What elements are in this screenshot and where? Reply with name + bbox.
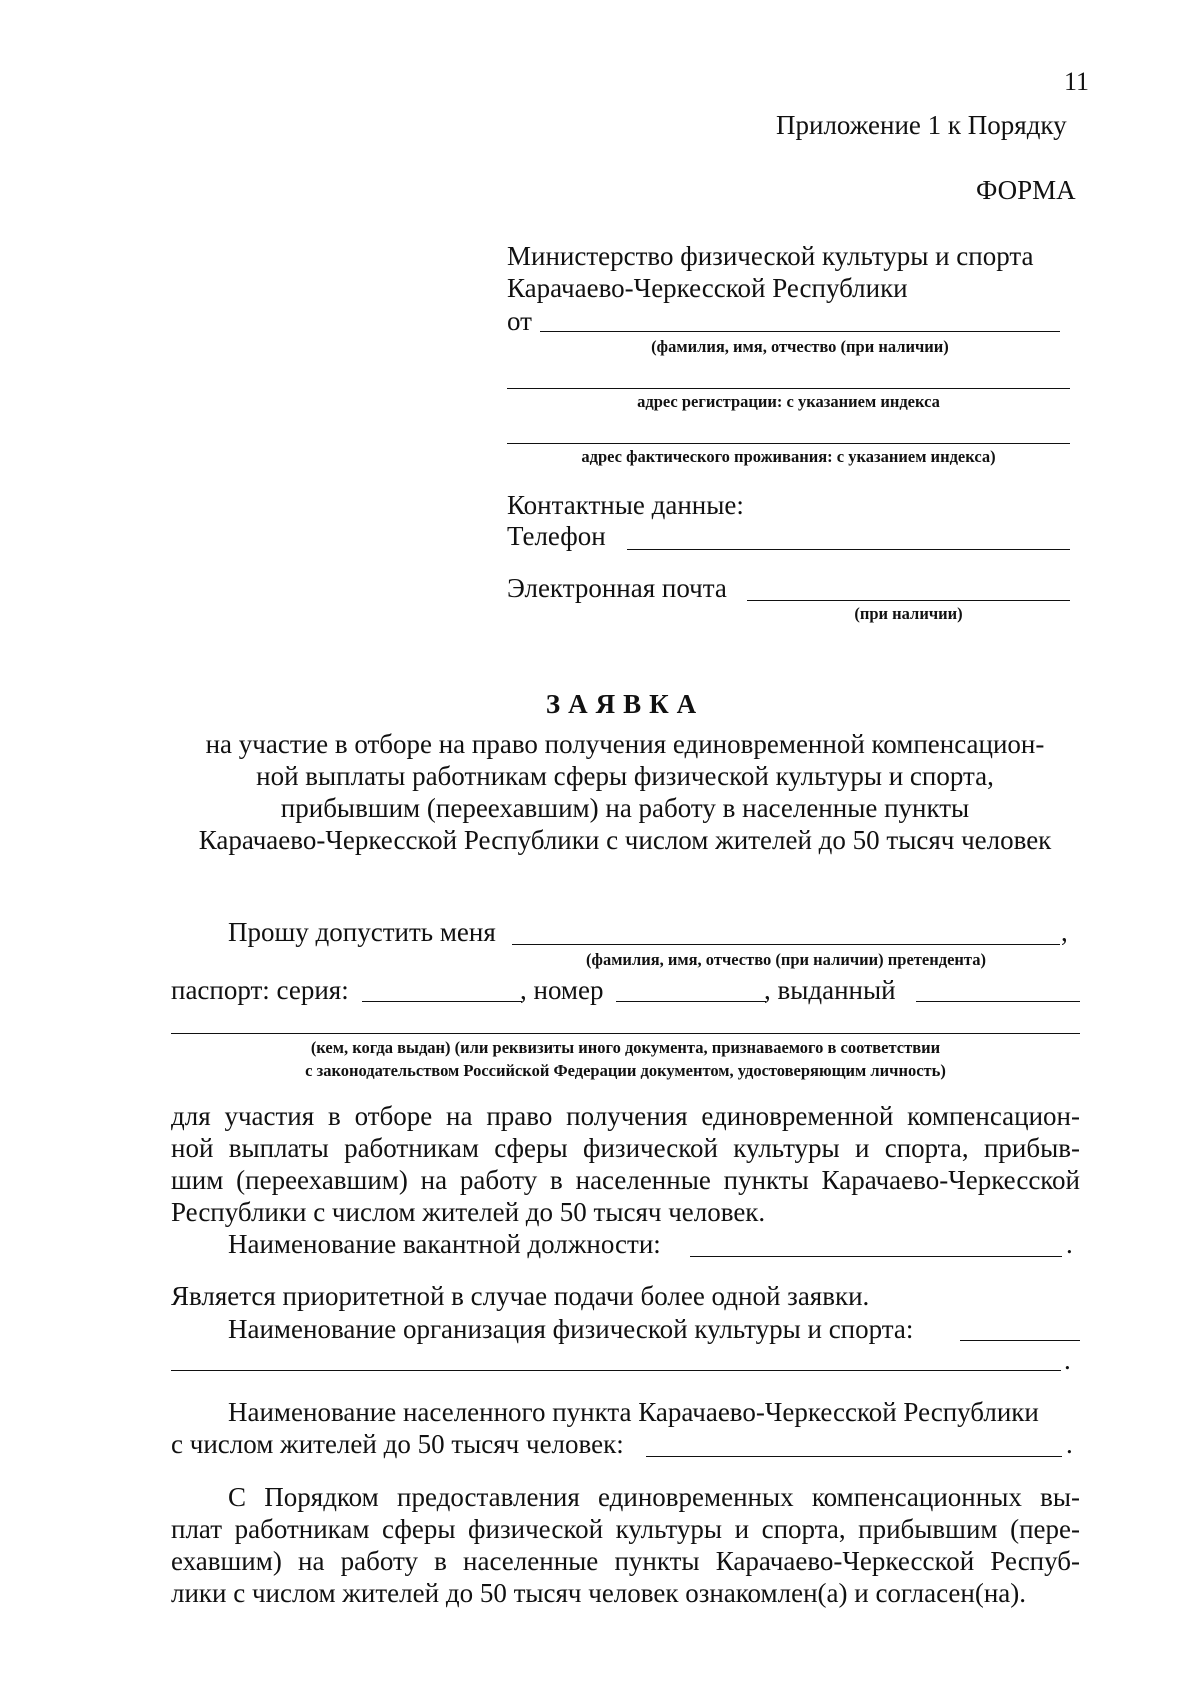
reg-address-caption: адрес регистрации: с указанием индекса: [637, 392, 940, 411]
settlement-line-2: с числом жителей до 50 тысяч человек:: [171, 1429, 624, 1459]
from-fio-field[interactable]: [540, 331, 1060, 332]
from-label: от: [507, 306, 532, 336]
fact-address-field[interactable]: [507, 443, 1070, 444]
phone-label: Телефон: [507, 521, 606, 551]
purpose-line-3: шим (переехавшим) на работу в населенные пункты Карачаево-Черкесской: [171, 1165, 1080, 1195]
organization-period: .: [1064, 1345, 1071, 1375]
reg-address-field[interactable]: [507, 388, 1070, 389]
passport-issued-label: , выданный: [764, 975, 896, 1005]
purpose-line-1: для участия в отборе на право получения единовременной компенсацион-: [171, 1101, 1080, 1131]
fio-caption: (фамилия, имя, отчество (при наличии): [651, 337, 949, 356]
consent-line-2: плат работникам сферы физической культуры и спорта, прибывшим (пере-: [171, 1514, 1080, 1544]
applicant-caption: (фамилия, имя, отчество (при наличии) претендента): [586, 950, 986, 969]
organization-field-2[interactable]: [171, 1370, 1061, 1371]
issued-caption-line-1: (кем, когда выдан) (или реквизиты иного документа, признаваемого в соответствии: [310, 1038, 941, 1057]
passport-series-field[interactable]: [362, 1001, 522, 1002]
consent-line-4: лики с числом жителей до 50 тысяч человек ознакомлен(а) и согласен(на).: [171, 1578, 1027, 1608]
settlement-field[interactable]: [646, 1456, 1062, 1457]
ministry-line-2: Карачаево-Черкесской Республики: [507, 273, 908, 303]
request-comma: ,: [1061, 917, 1068, 947]
organization-field[interactable]: [960, 1340, 1080, 1341]
passport-issued-field-2[interactable]: [171, 1033, 1080, 1034]
request-label: Прошу допустить меня: [228, 917, 496, 947]
fact-address-caption: адрес фактического проживания: с указанием индекса): [581, 447, 996, 466]
email-caption: (при наличии): [854, 604, 963, 623]
priority-text: Является приоритетной в случае подачи более одной заявки.: [171, 1281, 870, 1311]
vacancy-label: Наименование вакантной должности:: [228, 1229, 661, 1259]
vacancy-field[interactable]: [690, 1256, 1062, 1257]
title-line-1: на участие в отборе на право получения единовременной компенсацион-: [205, 729, 1045, 759]
passport-series-label: паспорт: серия:: [171, 975, 349, 1005]
purpose-line-4: Республики с числом жителей до 50 тысяч человек.: [171, 1197, 766, 1227]
page-number: 11: [1064, 67, 1090, 96]
passport-number-field[interactable]: [616, 1001, 766, 1002]
form-label: ФОРМА: [976, 175, 1076, 205]
purpose-line-2: ной выплаты работникам сферы физической культуры и спорта, прибыв-: [171, 1133, 1080, 1163]
passport-issued-field[interactable]: [916, 1001, 1080, 1002]
appendix-label: Приложение 1 к Порядку: [776, 110, 1067, 140]
phone-field[interactable]: [627, 549, 1070, 550]
consent-line-1: С Порядком предоставления единовременных компенсационных вы-: [228, 1482, 1080, 1512]
document-title: ЗАЯВКА: [545, 689, 705, 719]
issued-caption-line-2: с законодательством Российской Федерации документом, удостоверяющим личность): [305, 1061, 946, 1080]
title-line-2: ной выплаты работникам сферы физической культуры и спорта,: [256, 761, 994, 791]
applicant-name-field[interactable]: [512, 944, 1060, 945]
title-line-4: Карачаево-Черкесской Республики с числом жителей до 50 тысяч человек: [198, 825, 1052, 855]
settlement-period: .: [1066, 1429, 1073, 1459]
title-line-3: прибывшим (переехавшим) на работу в населенные пункты: [280, 793, 970, 823]
email-label: Электронная почта: [507, 573, 727, 603]
vacancy-period: .: [1066, 1229, 1073, 1259]
passport-number-label: , номер: [520, 975, 604, 1005]
contacts-label: Контактные данные:: [507, 490, 744, 520]
consent-line-3: ехавшим) на работу в населенные пункты Карачаево-Черкесской Респуб-: [171, 1546, 1080, 1576]
ministry-line-1: Министерство физической культуры и спорта: [507, 241, 1034, 271]
email-field[interactable]: [747, 600, 1070, 601]
settlement-line-1: Наименование населенного пункта Карачаево-Черкесской Республики: [228, 1397, 1039, 1427]
organization-label: Наименование организация физической культуры и спорта:: [228, 1314, 914, 1344]
